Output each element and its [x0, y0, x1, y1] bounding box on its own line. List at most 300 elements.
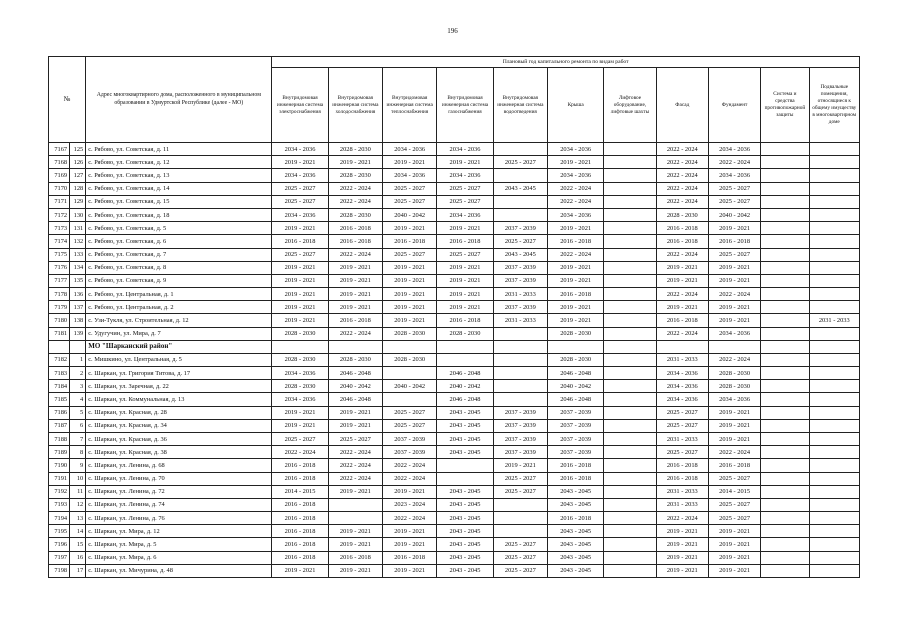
row-year-range — [604, 314, 656, 327]
row-index: 126 — [70, 156, 86, 169]
row-year-range: 2019 - 2021 — [708, 551, 760, 564]
row-year-range — [328, 498, 382, 511]
row-year-range — [493, 393, 547, 406]
row-address: с. Шаркан, ул. Ленина, д. 74 — [86, 498, 272, 511]
table-row — [49, 195, 860, 208]
row-year-range: 2019 - 2021 — [708, 525, 760, 538]
row-year-range: 2034 - 2036 — [547, 169, 603, 182]
row-year-range: 2025 - 2027 — [437, 248, 493, 261]
row-year-range: 2046 - 2048 — [437, 367, 493, 380]
row-year-range — [604, 419, 656, 432]
row-index: 3 — [70, 380, 86, 393]
row-year-range: 2034 - 2036 — [708, 143, 760, 156]
row-year-range: 2014 - 2015 — [272, 485, 328, 498]
table-row — [49, 406, 860, 419]
row-year-range: 2025 - 2027 — [272, 432, 328, 445]
row-year-range: 2016 - 2018 — [272, 459, 328, 472]
row-year-range — [493, 327, 547, 340]
table-body-top — [49, 143, 860, 341]
row-year-range: 2019 - 2021 — [272, 406, 328, 419]
table-row — [49, 235, 860, 248]
table-row — [49, 314, 860, 327]
row-address: с. Рябово, ул. Советская, д. 8 — [86, 261, 272, 274]
table-row — [49, 143, 860, 156]
row-year-range: 2037 - 2039 — [547, 432, 603, 445]
row-address: с. Шаркан, ул. Мира, д. 12 — [86, 525, 272, 538]
row-year-range — [761, 143, 809, 156]
header-group: Плановый год капитального ремонта по видам работ — [272, 57, 860, 68]
row-year-range — [809, 353, 859, 366]
row-index: 8 — [70, 446, 86, 459]
row-year-range: 2037 - 2039 — [493, 261, 547, 274]
row-year-range: 2043 - 2045 — [437, 498, 493, 511]
row-year-range — [604, 485, 656, 498]
header-work-4: Внутридомовая инженерная система водоотведения — [493, 68, 547, 143]
table-row — [49, 248, 860, 261]
row-year-range: 2025 - 2027 — [437, 195, 493, 208]
row-number: 7183 — [49, 367, 70, 380]
row-year-range — [761, 551, 809, 564]
row-year-range: 2019 - 2021 — [708, 222, 760, 235]
row-year-range: 2016 - 2018 — [708, 459, 760, 472]
row-year-range — [761, 485, 809, 498]
row-year-range: 2019 - 2021 — [708, 301, 760, 314]
row-year-range: 2019 - 2021 — [272, 288, 328, 301]
row-year-range: 2028 - 2030 — [547, 327, 603, 340]
row-year-range: 2040 - 2042 — [437, 380, 493, 393]
row-year-range: 2019 - 2021 — [383, 538, 437, 551]
row-year-range — [493, 195, 547, 208]
row-year-range: 2019 - 2021 — [272, 419, 328, 432]
table-row — [49, 498, 860, 511]
row-year-range: 2022 - 2024 — [328, 446, 382, 459]
table-row — [49, 301, 860, 314]
row-year-range — [604, 222, 656, 235]
capital-repair-table — [48, 56, 860, 578]
row-address: с. Рябово, ул. Советская, д. 6 — [86, 235, 272, 248]
row-number: 7173 — [49, 222, 70, 235]
row-year-range: 2019 - 2021 — [383, 525, 437, 538]
row-year-range: 2034 - 2036 — [656, 380, 708, 393]
row-year-range: 2022 - 2024 — [383, 472, 437, 485]
row-year-range: 2025 - 2027 — [708, 512, 760, 525]
row-number: 7172 — [49, 208, 70, 221]
row-year-range: 2019 - 2021 — [272, 314, 328, 327]
row-year-range: 2034 - 2036 — [547, 143, 603, 156]
table-row — [49, 459, 860, 472]
row-year-range: 2031 - 2033 — [656, 353, 708, 366]
row-year-range: 2034 - 2036 — [272, 208, 328, 221]
row-year-range: 2034 - 2036 — [437, 208, 493, 221]
row-year-range: 2019 - 2021 — [656, 274, 708, 287]
row-year-range: 2016 - 2018 — [272, 525, 328, 538]
row-year-range — [604, 261, 656, 274]
row-year-range: 2016 - 2018 — [547, 472, 603, 485]
row-index: 128 — [70, 182, 86, 195]
row-year-range: 2043 - 2045 — [547, 551, 603, 564]
header-work-8: Фундамент — [708, 68, 760, 143]
page-number: 196 — [447, 27, 458, 35]
row-address: с. Шаркан, ул. Красная, д. 38 — [86, 446, 272, 459]
row-year-range: 2016 - 2018 — [383, 235, 437, 248]
row-year-range: 2043 - 2045 — [437, 419, 493, 432]
row-year-range — [809, 538, 859, 551]
row-year-range: 2040 - 2042 — [328, 380, 382, 393]
row-year-range — [604, 393, 656, 406]
row-year-range: 2022 - 2024 — [708, 288, 760, 301]
row-year-range: 2019 - 2021 — [437, 301, 493, 314]
table-row — [49, 169, 860, 182]
row-year-range: 2043 - 2045 — [547, 538, 603, 551]
row-number: 7198 — [49, 564, 70, 577]
row-year-range — [604, 301, 656, 314]
row-year-range: 2034 - 2036 — [272, 143, 328, 156]
row-year-range: 2025 - 2027 — [272, 248, 328, 261]
row-year-range: 2019 - 2021 — [547, 261, 603, 274]
row-year-range: 2031 - 2033 — [656, 485, 708, 498]
row-year-range: 2019 - 2021 — [383, 274, 437, 287]
row-year-range: 2019 - 2021 — [656, 564, 708, 577]
row-year-range: 2031 - 2033 — [493, 288, 547, 301]
row-address: с. Шаркан, ул. Заречная, д. 22 — [86, 380, 272, 393]
row-year-range: 2022 - 2024 — [547, 195, 603, 208]
row-year-range: 2043 - 2045 — [437, 432, 493, 445]
row-year-range — [493, 143, 547, 156]
row-year-range: 2019 - 2021 — [272, 222, 328, 235]
row-year-range — [809, 406, 859, 419]
row-year-range — [604, 432, 656, 445]
row-index: 14 — [70, 525, 86, 538]
row-year-range — [493, 169, 547, 182]
row-year-range: 2028 - 2030 — [383, 353, 437, 366]
row-address: с. Рябово, ул. Советская, д. 9 — [86, 274, 272, 287]
table-row — [49, 261, 860, 274]
row-year-range: 2019 - 2021 — [383, 156, 437, 169]
row-year-range: 2034 - 2036 — [383, 143, 437, 156]
row-number: 7180 — [49, 314, 70, 327]
row-year-range: 2016 - 2018 — [272, 498, 328, 511]
row-year-range: 2022 - 2024 — [656, 195, 708, 208]
row-year-range — [761, 472, 809, 485]
row-index: 136 — [70, 288, 86, 301]
row-year-range: 2046 - 2048 — [547, 367, 603, 380]
row-year-range — [761, 512, 809, 525]
row-year-range — [809, 432, 859, 445]
row-number: 7197 — [49, 551, 70, 564]
row-year-range — [604, 525, 656, 538]
row-year-range — [809, 248, 859, 261]
row-year-range — [761, 564, 809, 577]
row-year-range: 2025 - 2027 — [493, 538, 547, 551]
row-year-range: 2043 - 2045 — [547, 525, 603, 538]
row-year-range — [604, 446, 656, 459]
row-year-range: 2046 - 2048 — [328, 367, 382, 380]
row-year-range — [809, 472, 859, 485]
row-address: с. Шаркан, ул. Мичурина, д. 48 — [86, 564, 272, 577]
row-year-range: 2025 - 2027 — [656, 419, 708, 432]
row-year-range: 2034 - 2036 — [437, 169, 493, 182]
row-number: 7179 — [49, 301, 70, 314]
row-year-range — [604, 498, 656, 511]
row-number: 7190 — [49, 459, 70, 472]
row-address: с. Шаркан, ул. Красная, д. 28 — [86, 406, 272, 419]
row-year-range — [761, 301, 809, 314]
row-year-range: 2043 - 2045 — [437, 485, 493, 498]
row-year-range: 2031 - 2033 — [809, 314, 859, 327]
row-year-range — [809, 288, 859, 301]
row-year-range: 2019 - 2021 — [383, 288, 437, 301]
row-year-range: 2034 - 2036 — [272, 367, 328, 380]
row-year-range — [604, 195, 656, 208]
row-year-range — [437, 472, 493, 485]
row-year-range: 2019 - 2021 — [656, 261, 708, 274]
row-year-range: 2023 - 2024 — [383, 498, 437, 511]
row-year-range — [604, 538, 656, 551]
row-year-range: 2022 - 2024 — [708, 156, 760, 169]
header-work-3: Внутридомовая инженерная система газоснабжения — [437, 68, 493, 143]
row-index: 131 — [70, 222, 86, 235]
row-year-range: 2037 - 2039 — [547, 406, 603, 419]
row-year-range — [809, 143, 859, 156]
row-year-range: 2028 - 2030 — [328, 353, 382, 366]
row-year-range — [604, 367, 656, 380]
row-year-range: 2043 - 2045 — [437, 406, 493, 419]
row-address: с. Мишкино, ул. Центральная, д. 5 — [86, 353, 272, 366]
row-year-range: 2014 - 2015 — [708, 485, 760, 498]
row-year-range: 2019 - 2021 — [272, 156, 328, 169]
row-address: с. Рябово, ул. Советская, д. 11 — [86, 143, 272, 156]
row-year-range: 2028 - 2030 — [656, 208, 708, 221]
row-year-range: 2028 - 2030 — [328, 169, 382, 182]
row-year-range — [809, 327, 859, 340]
row-year-range — [761, 498, 809, 511]
row-year-range: 2016 - 2018 — [547, 235, 603, 248]
row-year-range: 2019 - 2021 — [656, 301, 708, 314]
row-address: с. Рябово, ул. Центральная, д. 2 — [86, 301, 272, 314]
row-index: 13 — [70, 512, 86, 525]
row-address: с. Узи-Тукля, ул. Строительная, д. 12 — [86, 314, 272, 327]
row-year-range: 2022 - 2024 — [547, 248, 603, 261]
row-year-range: 2019 - 2021 — [383, 564, 437, 577]
row-number: 7184 — [49, 380, 70, 393]
row-year-range: 2016 - 2018 — [328, 235, 382, 248]
row-year-range: 2019 - 2021 — [708, 564, 760, 577]
row-year-range: 2019 - 2021 — [708, 432, 760, 445]
table-row — [49, 551, 860, 564]
row-year-range: 2019 - 2021 — [383, 222, 437, 235]
row-index: 4 — [70, 393, 86, 406]
row-address: с. Рябово, ул. Советская, д. 18 — [86, 208, 272, 221]
row-year-range: 2019 - 2021 — [656, 538, 708, 551]
row-year-range: 2022 - 2024 — [656, 143, 708, 156]
row-year-range: 2043 - 2045 — [547, 564, 603, 577]
row-index: 15 — [70, 538, 86, 551]
row-year-range: 2028 - 2030 — [708, 380, 760, 393]
row-year-range: 2019 - 2021 — [383, 301, 437, 314]
row-year-range: 2043 - 2045 — [547, 498, 603, 511]
row-year-range: 2031 - 2033 — [656, 432, 708, 445]
row-year-range: 2025 - 2027 — [272, 195, 328, 208]
row-year-range — [604, 512, 656, 525]
row-year-range: 2028 - 2030 — [272, 380, 328, 393]
row-year-range: 2019 - 2021 — [708, 314, 760, 327]
row-year-range: 2025 - 2027 — [656, 406, 708, 419]
row-year-range: 2019 - 2021 — [656, 525, 708, 538]
row-year-range: 2034 - 2036 — [272, 393, 328, 406]
row-year-range: 2022 - 2024 — [328, 182, 382, 195]
row-year-range — [761, 208, 809, 221]
row-year-range: 2040 - 2042 — [383, 208, 437, 221]
row-year-range: 2022 - 2024 — [656, 248, 708, 261]
row-year-range — [604, 156, 656, 169]
row-year-range: 2025 - 2027 — [708, 498, 760, 511]
row-address: с. Шаркан, ул. Мира, д. 6 — [86, 551, 272, 564]
row-year-range: 2019 - 2021 — [272, 261, 328, 274]
row-index: 12 — [70, 498, 86, 511]
row-year-range — [604, 182, 656, 195]
row-year-range: 2019 - 2021 — [547, 314, 603, 327]
row-year-range: 2019 - 2021 — [656, 551, 708, 564]
row-year-range — [809, 208, 859, 221]
table-row — [49, 564, 860, 577]
row-year-range: 2016 - 2018 — [708, 235, 760, 248]
row-number: 7171 — [49, 195, 70, 208]
row-year-range: 2037 - 2039 — [547, 419, 603, 432]
row-year-range — [761, 314, 809, 327]
row-year-range: 2043 - 2045 — [437, 551, 493, 564]
row-year-range: 2028 - 2030 — [272, 327, 328, 340]
row-year-range: 2040 - 2042 — [383, 380, 437, 393]
section-row — [49, 340, 860, 353]
row-year-range — [809, 274, 859, 287]
row-address: с. Рябово, ул. Советская, д. 7 — [86, 248, 272, 261]
table-row — [49, 393, 860, 406]
header-work-7: Фасад — [656, 68, 708, 143]
row-year-range: 2016 - 2018 — [547, 459, 603, 472]
row-year-range: 2019 - 2021 — [328, 156, 382, 169]
row-year-range: 2016 - 2018 — [272, 512, 328, 525]
row-year-range — [809, 459, 859, 472]
row-index: 6 — [70, 419, 86, 432]
header-work-9: Система и средства противопожарной защиты — [761, 68, 809, 143]
row-year-range — [493, 367, 547, 380]
row-year-range: 2016 - 2018 — [383, 551, 437, 564]
row-year-range: 2019 - 2021 — [272, 274, 328, 287]
row-number: 7189 — [49, 446, 70, 459]
row-year-range: 2019 - 2021 — [272, 564, 328, 577]
row-year-range — [761, 222, 809, 235]
table-row — [49, 380, 860, 393]
row-number: 7175 — [49, 248, 70, 261]
row-year-range — [809, 512, 859, 525]
row-address: с. Шаркан, ул. Ленина, д. 72 — [86, 485, 272, 498]
row-year-range — [809, 301, 859, 314]
row-year-range: 2043 - 2045 — [547, 485, 603, 498]
row-address: с. Шаркан, ул. Красная, д. 34 — [86, 419, 272, 432]
row-index: 125 — [70, 143, 86, 156]
row-year-range: 2019 - 2021 — [708, 538, 760, 551]
row-number: 7181 — [49, 327, 70, 340]
row-year-range: 2022 - 2024 — [328, 248, 382, 261]
row-year-range: 2025 - 2027 — [656, 446, 708, 459]
row-address: с. Шаркан, ул. Коммунальная, д. 13 — [86, 393, 272, 406]
table-row — [49, 538, 860, 551]
row-year-range: 2025 - 2027 — [383, 182, 437, 195]
row-year-range — [761, 327, 809, 340]
row-year-range: 2037 - 2039 — [493, 432, 547, 445]
row-year-range: 2019 - 2021 — [328, 419, 382, 432]
row-year-range — [604, 248, 656, 261]
row-index: 127 — [70, 169, 86, 182]
row-year-range: 2016 - 2018 — [656, 222, 708, 235]
row-year-range: 2019 - 2021 — [437, 156, 493, 169]
row-year-range — [809, 551, 859, 564]
row-year-range: 2025 - 2027 — [493, 564, 547, 577]
row-year-range: 2019 - 2021 — [708, 261, 760, 274]
row-year-range: 2037 - 2039 — [383, 432, 437, 445]
row-address: с. Шаркан, ул. Григория Титова, д. 17 — [86, 367, 272, 380]
row-year-range — [604, 327, 656, 340]
row-address: с. Рябово, ул. Советская, д. 13 — [86, 169, 272, 182]
row-year-range: 2037 - 2039 — [493, 301, 547, 314]
row-number: 7193 — [49, 498, 70, 511]
table-row — [49, 472, 860, 485]
row-year-range: 2016 - 2018 — [272, 551, 328, 564]
row-year-range: 2016 - 2018 — [437, 235, 493, 248]
row-year-range: 2022 - 2024 — [656, 288, 708, 301]
row-number: 7191 — [49, 472, 70, 485]
row-year-range: 2016 - 2018 — [272, 235, 328, 248]
row-index: 138 — [70, 314, 86, 327]
row-address: с. Шаркан, ул. Мира, д. 5 — [86, 538, 272, 551]
row-year-range — [604, 353, 656, 366]
row-year-range: 2019 - 2021 — [708, 274, 760, 287]
row-year-range — [809, 498, 859, 511]
row-year-range: 2022 - 2024 — [328, 472, 382, 485]
row-year-range: 2022 - 2024 — [708, 446, 760, 459]
row-year-range: 2031 - 2033 — [493, 314, 547, 327]
table-row — [49, 432, 860, 445]
row-year-range: 2025 - 2027 — [493, 235, 547, 248]
row-index: 17 — [70, 564, 86, 577]
row-year-range: 2022 - 2024 — [656, 182, 708, 195]
table-row — [49, 274, 860, 287]
row-address: с. Шаркан, ул. Красная, д. 36 — [86, 432, 272, 445]
row-number: 7192 — [49, 485, 70, 498]
table-row — [49, 327, 860, 340]
row-year-range: 2019 - 2021 — [708, 406, 760, 419]
row-year-range: 2043 - 2045 — [437, 538, 493, 551]
row-index: 10 — [70, 472, 86, 485]
row-number: 7195 — [49, 525, 70, 538]
row-year-range: 2022 - 2024 — [328, 327, 382, 340]
row-number: 7169 — [49, 169, 70, 182]
row-year-range — [437, 459, 493, 472]
row-year-range: 2028 - 2030 — [437, 327, 493, 340]
row-year-range — [761, 446, 809, 459]
row-year-range: 2046 - 2048 — [328, 393, 382, 406]
row-year-range: 2025 - 2027 — [328, 432, 382, 445]
table-row — [49, 485, 860, 498]
row-number: 7187 — [49, 419, 70, 432]
row-year-range — [761, 235, 809, 248]
table-row — [49, 525, 860, 538]
row-year-range — [604, 564, 656, 577]
row-year-range — [604, 143, 656, 156]
row-index: 137 — [70, 301, 86, 314]
row-year-range — [809, 393, 859, 406]
table-row — [49, 156, 860, 169]
